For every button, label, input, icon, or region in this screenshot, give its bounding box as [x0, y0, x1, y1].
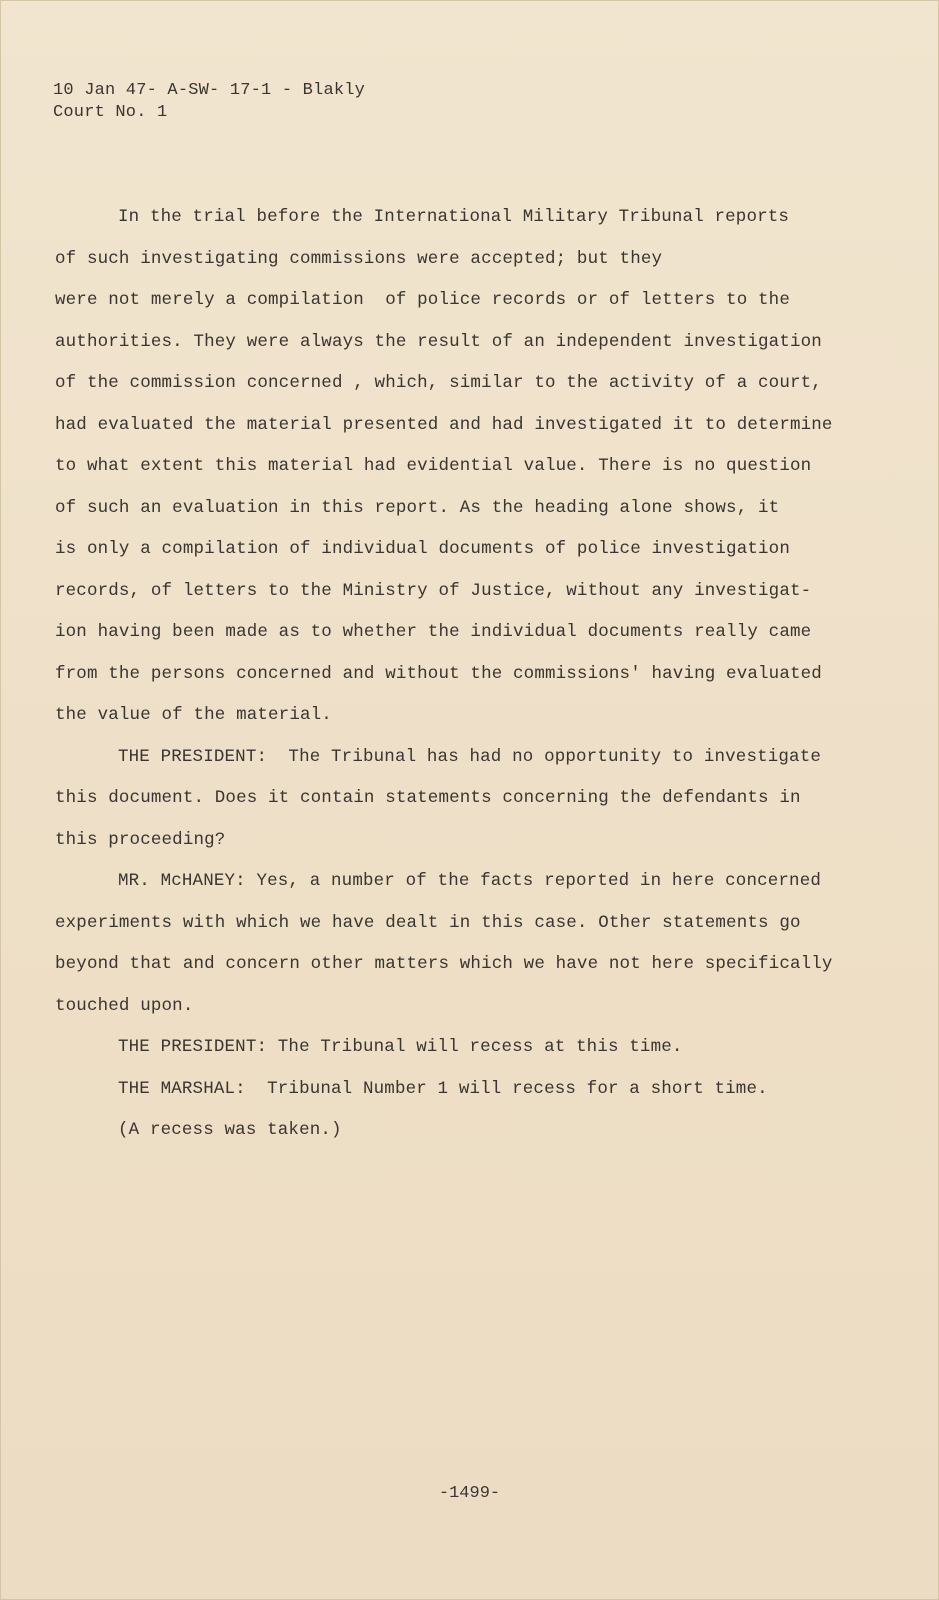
text-line: this proceeding?	[55, 829, 226, 850]
text-line: the value of the material.	[55, 705, 332, 725]
text-line: experiments with which we have dealt in this case. Other statements go	[55, 912, 801, 933]
text-line: THE MARSHAL: Tribunal Number 1 will recess for a short time.	[118, 1078, 768, 1099]
text-line: is only a compilation of individual documents of police investigation	[55, 539, 790, 559]
text-line: THE PRESIDENT: The Tribunal will recess at this time.	[118, 1037, 683, 1057]
text-line: this document. Does it contain statements concerning the defendants in	[55, 788, 801, 808]
text-line: (A recess was taken.)	[118, 1120, 342, 1140]
text-line: ion having been made as to whether the individual documents really came	[55, 622, 812, 642]
header-court-line: Court No. 1	[53, 103, 168, 122]
text-line: beyond that and concern other matters which we have not here specifically	[55, 954, 833, 974]
text-line: of such an evaluation in this report. As the heading alone shows, it	[55, 497, 780, 518]
text-line: In the trial before the International Military Tribunal reports	[118, 207, 790, 227]
text-line: from the persons concerned and without the commissions' having evaluated	[55, 663, 822, 684]
document-header	[53, 80, 365, 124]
header-date-line: 10 Jan 47- A-SW- 17-1 - Blakly	[53, 81, 366, 100]
text-line: of the commission concerned , which, similar to the activity of a court,	[55, 373, 822, 393]
text-line: of such investigating commissions were accepted; but they	[55, 248, 663, 269]
text-line: MR. McHANEY: Yes, a number of the facts reported in here concerned	[118, 871, 822, 891]
text-line: touched upon.	[55, 995, 194, 1016]
text-line: records, of letters to the Ministry of Justice, without any investigat-	[55, 580, 812, 601]
text-line: THE PRESIDENT: The Tribunal has had no opportunity to investigate	[118, 746, 822, 767]
text-line: had evaluated the material presented and had investigated it to determine	[55, 414, 833, 435]
text-line: authorities. They were always the result of an independent investigation	[55, 331, 822, 352]
text-line: to what extent this material had evidential value. There is no question	[55, 456, 812, 476]
transcript-body	[55, 203, 833, 1158]
text-line: were not merely a compilation of police records or of letters to the	[55, 290, 790, 310]
page-number: -1499-	[438, 1484, 501, 1503]
